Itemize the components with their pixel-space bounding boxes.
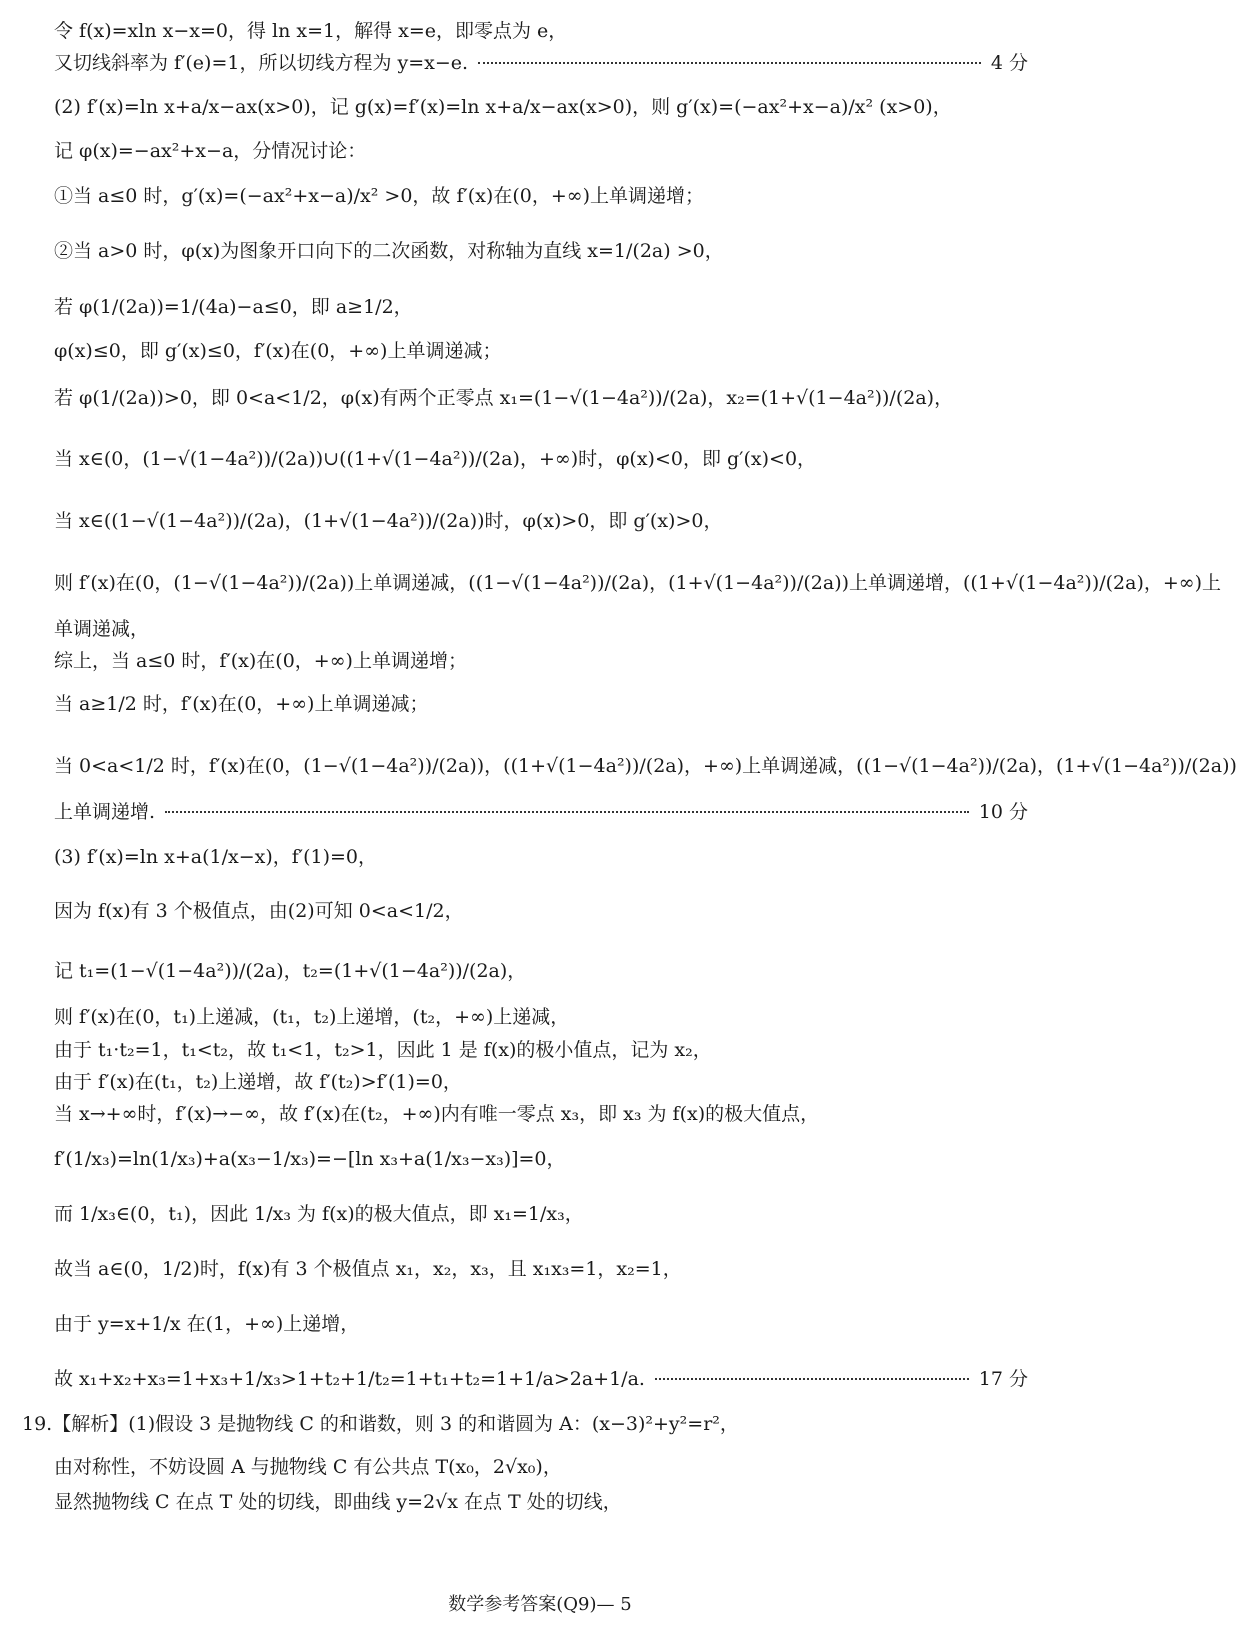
leader-dots	[655, 1378, 969, 1380]
text-line: 记 t₁=(1−√(1−4a²))/(2a)，t₂=(1+√(1−4a²))/(2a)，	[54, 960, 527, 982]
text-line: 由于 y=x+1/x 在(1，+∞)上递增，	[54, 1313, 360, 1335]
text-line: 因为 f(x)有 3 个极值点，由(2)可知 0<a<1/2，	[54, 900, 464, 922]
text-line: 若 φ(1/(2a))>0，即 0<a<1/2，φ(x)有两个正零点 x₁=(1−√(1−4a²))/(2a)，x₂=(1+√(1−4a²))/(2a)，	[54, 387, 954, 409]
score-label: 17 分	[978, 1368, 1028, 1390]
text-line: 综上，当 a≤0 时，f′(x)在(0，+∞)上单调递增；	[54, 650, 467, 672]
text-line: 显然抛物线 C 在点 T 处的切线，即曲线 y=2√x 在点 T 处的切线，	[54, 1491, 622, 1513]
text-line: 而 1/x₃∈(0，t₁)，因此 1/x₃ 为 f(x)的极大值点，即 x₁=1/x₃，	[54, 1203, 584, 1225]
scored-line-text: 故 x₁+x₂+x₃=1+x₃+1/x₃>1+t₂+1/t₂=1+t₁+t₂=1+1/a>2a+1/a.	[54, 1368, 645, 1390]
text-line: 若 φ(1/(2a))=1/(4a)−a≤0，即 a≥1/2，	[54, 296, 413, 318]
page-footer: 数学参考答案(Q9)— 5	[448, 1594, 632, 1615]
text-line: ②当 a>0 时，φ(x)为图象开口向下的二次函数，对称轴为直线 x=1/(2a) >0，	[54, 240, 724, 262]
scored-line	[54, 1368, 1028, 1391]
text-line: 令 f(x)=xln x−x=0，得 ln x=1，解得 x=e，即零点为 e，	[54, 20, 568, 42]
text-line: 则 f′(x)在(0，(1−√(1−4a²))/(2a))上单调递减，((1−√(1−4a²))/(2a)，(1+√(1−4a²))/(2a))上单调递增，((1+√(1−4a²))/(2a)，+∞)上	[54, 572, 1222, 594]
text-line: 由于 t₁·t₂=1，t₁<t₂，故 t₁<1，t₂>1，因此 1 是 f(x)的极小值点，记为 x₂，	[54, 1039, 712, 1061]
text-line: 单调递减，	[54, 618, 150, 640]
text-line: ①当 a≤0 时，g′(x)=(−ax²+x−a)/x² >0，故 f′(x)在(0，+∞)上单调递增；	[54, 185, 705, 207]
scored-line	[54, 52, 1028, 75]
text-line: 由于 f′(x)在(t₁，t₂)上递增，故 f′(t₂)>f′(1)=0，	[54, 1071, 462, 1093]
question-19	[22, 1413, 739, 1436]
scored-line-text: 又切线斜率为 f′(e)=1，所以切线方程为 y=x−e.	[54, 52, 469, 74]
text-line: 当 x∈(0，(1−√(1−4a²))/(2a))∪((1+√(1−4a²))/(2a)，+∞)时，φ(x)<0，即 g′(x)<0，	[54, 448, 817, 470]
question-text: 【解析】(1)假设 3 是抛物线 C 的和谐数，则 3 的和谐圆为 A：(x−3)²+y²=r²，	[52, 1413, 739, 1435]
text-line: φ(x)≤0，即 g′(x)≤0，f′(x)在(0，+∞)上单调递减；	[54, 340, 502, 362]
leader-dots	[478, 62, 981, 64]
score-label: 10 分	[978, 801, 1028, 823]
text-line: f′(1/x₃)=ln(1/x₃)+a(x₃−1/x₃)=−[ln x₃+a(1/x₃−x₃)]=0，	[54, 1148, 566, 1170]
text-line: 当 x→+∞时，f′(x)→−∞，故 f′(x)在(t₂，+∞)内有唯一零点 x₃，即 x₃ 为 f(x)的极大值点，	[54, 1103, 820, 1125]
question-number: 19.	[22, 1413, 53, 1435]
text-line: 当 0<a<1/2 时，f′(x)在(0，(1−√(1−4a²))/(2a))，((1+√(1−4a²))/(2a)，+∞)上单调递减，((1−√(1−4a²))/(2a)，(1+√(1−4a²))/(2a))	[54, 755, 1237, 777]
text-line: 故当 a∈(0，1/2)时，f(x)有 3 个极值点 x₁，x₂，x₃，且 x₁x₃=1，x₂=1，	[54, 1258, 682, 1280]
text-line: (2) f′(x)=ln x+a/x−ax(x>0)，记 g(x)=f′(x)=ln x+a/x−ax(x>0)，则 g′(x)=(−ax²+x−a)/x² (x>0)，	[54, 96, 952, 118]
text-line: 则 f′(x)在(0，t₁)上递减，(t₁，t₂)上递增，(t₂，+∞)上递减，	[54, 1006, 570, 1028]
text-line: 当 x∈((1−√(1−4a²))/(2a)，(1+√(1−4a²))/(2a))时，φ(x)>0，即 g′(x)>0，	[54, 510, 723, 532]
scored-line-text: 上单调递增.	[54, 801, 156, 823]
text-line: 记 φ(x)=−ax²+x−a，分情况讨论：	[54, 140, 367, 162]
scored-line	[54, 801, 1028, 824]
score-label: 4 分	[990, 52, 1028, 74]
text-line: 当 a≥1/2 时，f′(x)在(0，+∞)上单调递减；	[54, 693, 429, 715]
text-line: 由对称性，不妨设圆 A 与抛物线 C 有公共点 T(x₀，2√x₀)，	[54, 1456, 562, 1478]
leader-dots	[165, 811, 969, 813]
text-line: (3) f′(x)=ln x+a(1/x−x)，f′(1)=0，	[54, 846, 378, 868]
